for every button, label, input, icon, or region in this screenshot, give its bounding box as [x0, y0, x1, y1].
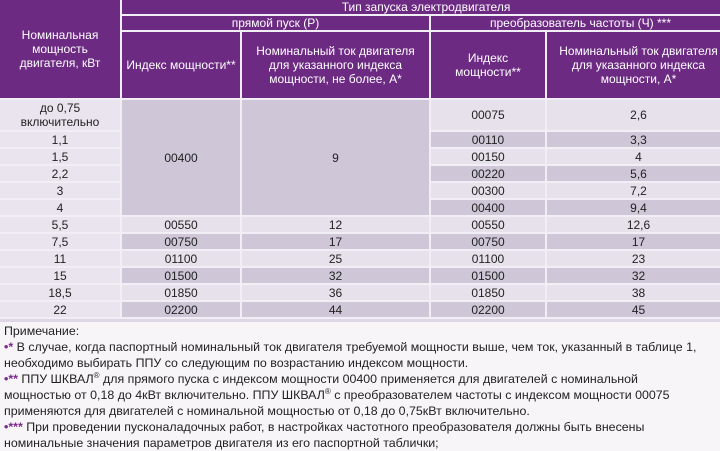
note-2-line-3: применяются для двигателей с номинальной мощностью от 0,18 до 0,75кВт включительно. — [4, 404, 530, 418]
notes-section — [4, 323, 720, 451]
vfd-current-cell: 17 — [547, 234, 720, 251]
note-1-marker: •* — [4, 340, 14, 354]
vfd-index-cell: 00550 — [431, 217, 547, 234]
vfd-current-header: Номинальный ток двигателя для указанного индекса мощности, А* — [547, 32, 720, 100]
vfd-index-cell: 00150 — [431, 149, 547, 166]
vfd-index-header: Индекс мощности** — [431, 32, 547, 100]
note-3-line-1 — [4, 419, 720, 435]
registered-mark: ® — [324, 386, 331, 396]
direct-index-cell: 02200 — [122, 302, 242, 319]
direct-current-header: Номинальный ток двигателя для указанного индекса мощности, не более, А* — [242, 32, 431, 100]
direct-index-cell: 01500 — [122, 268, 242, 285]
power-cell: 1,5 — [0, 149, 122, 166]
vfd-index-cell: 00075 — [431, 100, 547, 132]
notes-title: Примечание: — [4, 324, 80, 338]
vfd-index-cell: 00300 — [431, 183, 547, 200]
vfd-index-cell: 01500 — [431, 268, 547, 285]
vfd-current-cell: 38 — [547, 285, 720, 302]
vfd-index-cell: 00750 — [431, 234, 547, 251]
note-2-text-a: ППУ ШКВАЛ — [17, 372, 94, 386]
power-cell: 5,5 — [0, 217, 122, 234]
power-cell: 2,2 — [0, 166, 122, 183]
table-row — [0, 251, 720, 268]
direct-current-cell: 36 — [242, 285, 431, 302]
note-3-text: При проведении пусконаладочных работ, в настройках частотного преобразователя должны быть внесены — [22, 420, 645, 434]
power-cell: 15 — [0, 268, 122, 285]
direct-start-header: прямой пуск (Р) — [122, 16, 431, 32]
table-row — [0, 100, 720, 132]
power-cell: до 0,75 включительно — [0, 100, 122, 132]
direct-index-cell: 00550 — [122, 217, 242, 234]
direct-current-cell: 17 — [242, 234, 431, 251]
note-2-text-b: для прямого пуска с индексом мощности 00400 применяется для двигателей с номинальной — [99, 372, 638, 386]
table-row — [0, 285, 720, 302]
power-cell: 1,1 — [0, 132, 122, 149]
power-column-header: Номинальная мощность двигателя, кВт — [0, 0, 122, 100]
vfd-current-cell: 23 — [547, 251, 720, 268]
vfd-current-cell: 7,2 — [547, 183, 720, 200]
note-1-text: В случае, когда паспортный номинальный ток двигателя требуемой мощности выше, чем ток, указанный в таблице 1, — [13, 340, 697, 354]
note-2-line-1 — [4, 371, 720, 387]
table-row — [0, 268, 720, 285]
direct-current-cell: 12 — [242, 217, 431, 234]
direct-index-header: Индекс мощности** — [122, 32, 242, 100]
vfd-current-cell: 2,6 — [547, 100, 720, 132]
vfd-current-cell: 3,3 — [547, 132, 720, 149]
vfd-current-cell: 9,4 — [547, 200, 720, 217]
direct-index-cell: 00750 — [122, 234, 242, 251]
direct-current-cell: 44 — [242, 302, 431, 319]
note-2-text-c: мощностью от 0,18 до 4кВт включительно. ППУ ШКВАЛ — [4, 388, 325, 402]
vfd-current-cell: 32 — [547, 268, 720, 285]
vfd-index-cell: 01850 — [431, 285, 547, 302]
direct-current-cell: 25 — [242, 251, 431, 268]
note-3-line-2: номинальные значения параметров двигателя из его паспортной таблички; — [4, 436, 439, 450]
vfd-current-cell: 4 — [547, 149, 720, 166]
power-cell: 3 — [0, 183, 122, 200]
vfd-index-cell: 00220 — [431, 166, 547, 183]
table-row — [0, 234, 720, 251]
vfd-index-cell: 00110 — [431, 132, 547, 149]
power-cell: 22 — [0, 302, 122, 319]
vfd-index-cell: 00400 — [431, 200, 547, 217]
vfd-current-cell: 45 — [547, 302, 720, 319]
power-cell: 18,5 — [0, 285, 122, 302]
merged-direct-current-cell: 9 — [242, 100, 431, 217]
direct-index-cell: 01850 — [122, 285, 242, 302]
power-cell: 11 — [0, 251, 122, 268]
vfd-current-cell: 5,6 — [547, 166, 720, 183]
power-cell: 4 — [0, 200, 122, 217]
note-1-line-1 — [4, 339, 720, 355]
launch-type-header: Тип запуска электродвигателя — [122, 0, 720, 16]
table-row — [0, 302, 720, 319]
vfd-index-cell: 02200 — [431, 302, 547, 319]
vfd-index-cell: 01100 — [431, 251, 547, 268]
direct-current-cell: 32 — [242, 268, 431, 285]
note-2-text-d: с преобразователем частоты с индексом мощности 00075 — [330, 388, 670, 402]
power-cell: 7,5 — [0, 234, 122, 251]
table-row — [0, 217, 720, 234]
vfd-header: преобразователь частоты (Ч) *** — [431, 16, 720, 32]
note-3-marker: •*** — [4, 420, 23, 434]
note-2-line-2 — [4, 387, 720, 403]
note-2-marker: •** — [4, 372, 18, 386]
vfd-current-cell: 12,6 — [547, 217, 720, 234]
direct-index-cell: 01100 — [122, 251, 242, 268]
note-1-line-2: необходимо выбирать ППУ со следующим по возрастанию индексом мощности. — [4, 356, 469, 370]
registered-mark: ® — [93, 370, 100, 380]
merged-direct-index-cell: 00400 — [122, 100, 242, 217]
